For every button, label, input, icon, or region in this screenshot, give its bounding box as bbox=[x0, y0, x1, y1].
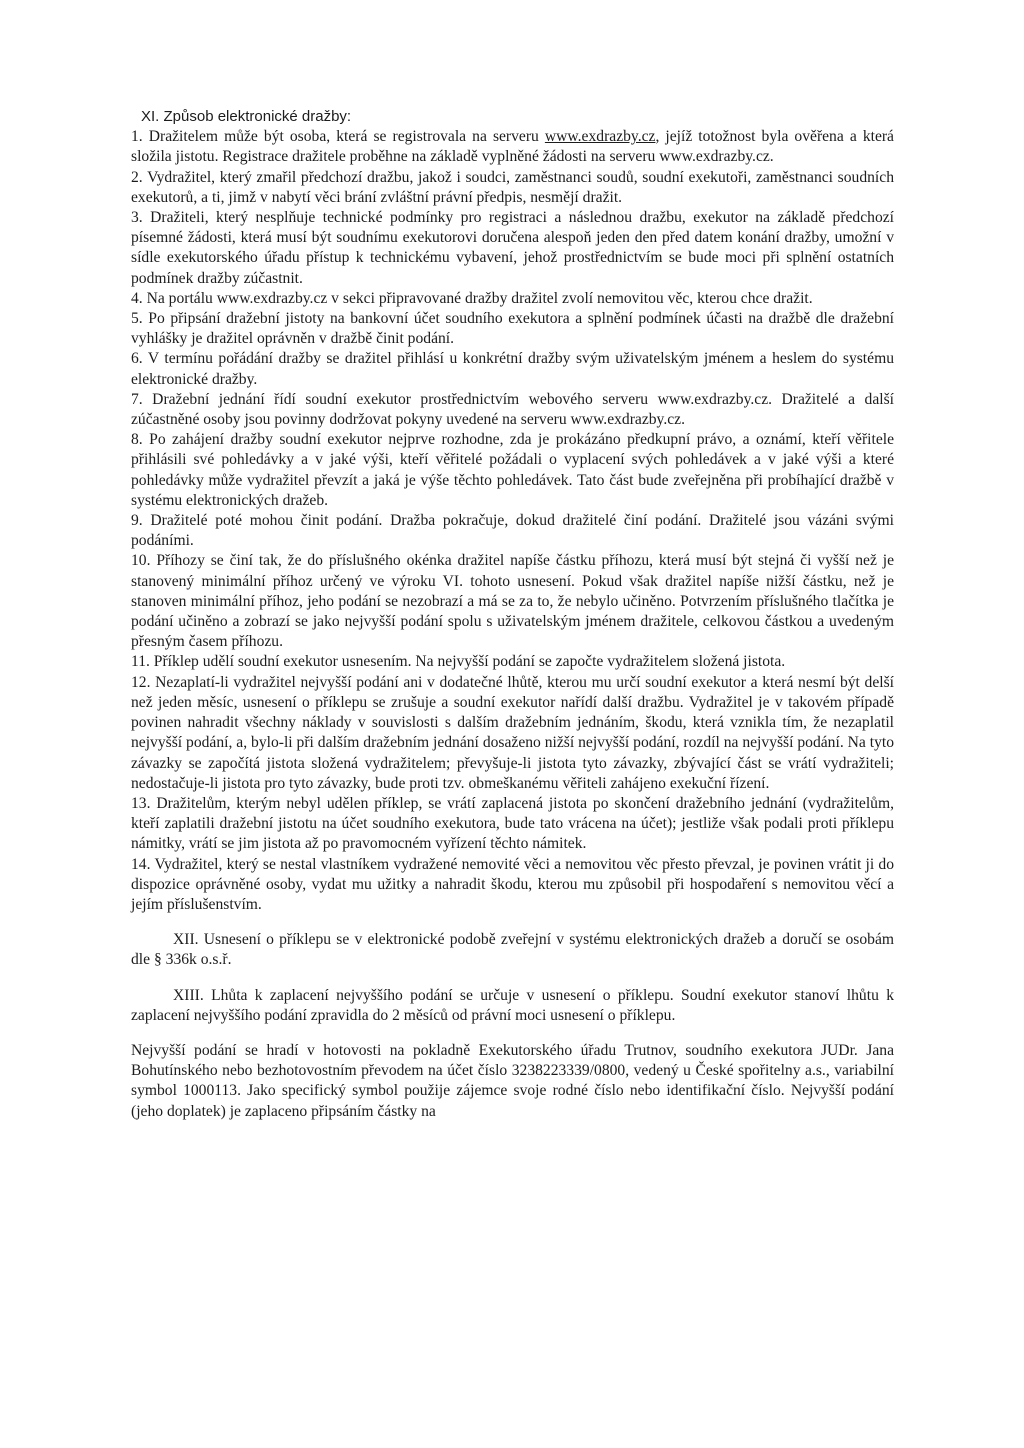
item-6: 6. V termínu pořádání dražby se dražitel přihlásí u konkrétní dražby svým uživatelským jménem a heslem do systému elektronické dražby. bbox=[131, 350, 894, 388]
item-13: 13. Dražitelům, kterým nebyl udělen příklep, se vrátí zaplacená jistota po skončení dražebního jednání (vydražitelům, kteří zaplatili dražební jistotu na účet soudního exekutora, bude tato vrácena na účet); jestliže však podali proti příklepu námitky, vrátí se jim jistota až po pravomocném vyřízení těchto námitek. bbox=[131, 794, 894, 853]
item-1-post: , jejíž totožnost byla ověřena a která složila jistotu. Registrace dražitele proběhne na základě vyplněné žádosti na serveru www.exdrazby.cz. bbox=[131, 128, 894, 166]
payment-paragraph: Nejvyšší podání se hradí v hotovosti na pokladně Exekutorského úřadu Trutnov, soudního exekutora JUDr. Jana Bohutínského nebo bezhotovostním převodem na účet číslo 3238223339/0800, vedený u České spořitelny a.s., variabilní symbol 1000113. Jako specifický symbol použije zájemce svoje rodné číslo nebo identifikační číslo. Nejvyšší podání (jeho doplatek) je zaplaceno připsáním částky na bbox=[131, 1041, 894, 1120]
item-9: 9. Dražitelé poté mohou činit podání. Dražba pokračuje, dokud dražitelé činí podání. Dražitelé jsou vázáni svými podáními. bbox=[131, 512, 894, 550]
section-xiii: XIII. Lhůta k zaplacení nejvyššího podání se určuje v usnesení o příklepu. Soudní exekutor stanoví lhůtu k zaplacení nejvyššího podání zpravidla do 2 měsíců od právní moci usnesení o příklepu. bbox=[131, 986, 894, 1024]
item-1-pre: 1. Dražitelem může být osoba, která se registrovala na serveru bbox=[131, 128, 545, 146]
item-5: 5. Po připsání dražební jistoty na bankovní účet soudního exekutora a splnění podmínek účasti na dražbě dle dražební vyhlášky je dražitel oprávněn v dražbě činit podání. bbox=[131, 310, 894, 348]
exdrazby-link[interactable]: www.exdrazby.cz bbox=[544, 128, 656, 146]
item-3: 3. Dražiteli, který nesplňuje technické podmínky pro registraci a následnou dražbu, exekutor na základě předchozí písemné žádosti, která musí být soudnímu exekutorovi doručena alespoň jeden den před datem konání dražby, umožní v sídle exekutorského úřadu přístup k technickému vybavení, jehož prostřednictvím se bude moci při splnění ostatních podmínek dražby zúčastnit. bbox=[131, 209, 894, 287]
section-heading-xi: XI. Způsob elektronické dražby: bbox=[141, 108, 352, 125]
section-xii: XII. Usnesení o příklepu se v elektronické podobě zveřejní v systému elektronických dražeb a doručí se osobám dle § 336k o.s.ř. bbox=[131, 931, 894, 969]
item-12: 12. Nezaplatí-li vydražitel nejvyšší podání ani v dodatečné lhůtě, kterou mu určí soudní exekutor a která nesmí být delší než jeden měsíc, usnesení o příklepu se zrušuje a soudní exekutor nařídí další dražbu. Vydražitel je v takovém případě povinen nahradit všechny náklady v souvislosti s dalším dražebním jednáním, škodu, která vznikla tím, že nezaplatil nejvyšší podání, a, bylo-li při dalším dražebním jednání dosaženo nižší nejvyšší podání, rozdíl na nejvyšší podání. Na tyto závazky se započítá jistota složená vydražitelem; převyšuje-li jistota tyto závazky, zbývající část se vrátí vydražiteli; nedostačuje-li jistota pro tyto závazky, bude proti tzv. obmeškanému věřiteli zahájeno exekuční řízení. bbox=[131, 673, 894, 792]
item-8: 8. Po zahájení dražby soudní exekutor nejprve rozhodne, zda je prokázáno předkupní právo, a oznámí, kteří věřitele přihlásili své pohledávky a v jaké výši, kteří věřitelé požádali o vyplacení svých pohledávek a v jaké výši a které pohledávky může vydražitel převzít a jaká je výše těchto pohledávek. Tato část bude zveřejněna při probíhající dražbě v systému elektronických dražeb. bbox=[131, 431, 894, 509]
item-4: 4. Na portálu www.exdrazby.cz v sekci připravované dražby dražitel zvolí nemovitou věc, kterou chce dražit. bbox=[131, 289, 813, 307]
item-1 bbox=[131, 127, 894, 167]
item-14: 14. Vydražitel, který se nestal vlastníkem vydražené nemovité věci a nemovitou věc přesto převzal, je povinen vrátit ji do dispozice oprávněné osoby, vydat mu užitky a nahradit škodu, kterou mu způsobil při hospodaření s nemovitou věcí a jejím příslušenstvím. bbox=[131, 855, 894, 913]
item-10: 10. Příhozy se činí tak, že do příslušného okénka dražitel napíše částku příhozu, která musí být stejná či vyšší než je stanovený minimální příhoz určený ve výroku VI. tohoto usnesení. Pokud však dražitel napíše nižší částku, než je stanoven minimální příhoz, jeho podání se nezobrazí a má se za to, že nebylo učiněno. Potvrzením příslušného tlačítka je podání učiněno a zobrazí se jako nejvyšší podání spolu s uživatelským jménem dražitele, celkovou částkou a uvedeným přesným časem příhozu. bbox=[131, 552, 894, 651]
item-11: 11. Příklep udělí soudní exekutor usnesením. Na nejvyšší podání se započte vydražitelem složená jistota. bbox=[131, 653, 786, 671]
item-7: 7. Dražební jednání řídí soudní exekutor prostřednictvím webového serveru www.exdrazby.cz. Dražitelé a další zúčastněné osoby jsou povinny dodržovat pokyny uvedené na serveru www.exdrazby.cz. bbox=[131, 390, 894, 429]
item-2: 2. Vydražitel, který zmařil předchozí dražbu, jakož i soudci, zaměstnanci soudů, soudní exekutoři, zaměstnanci soudních exekutorů, a ti, jimž v nabytí věci brání zvláštní právní předpis, nesmějí dražit. bbox=[131, 168, 894, 206]
document-page bbox=[131, 107, 894, 1122]
